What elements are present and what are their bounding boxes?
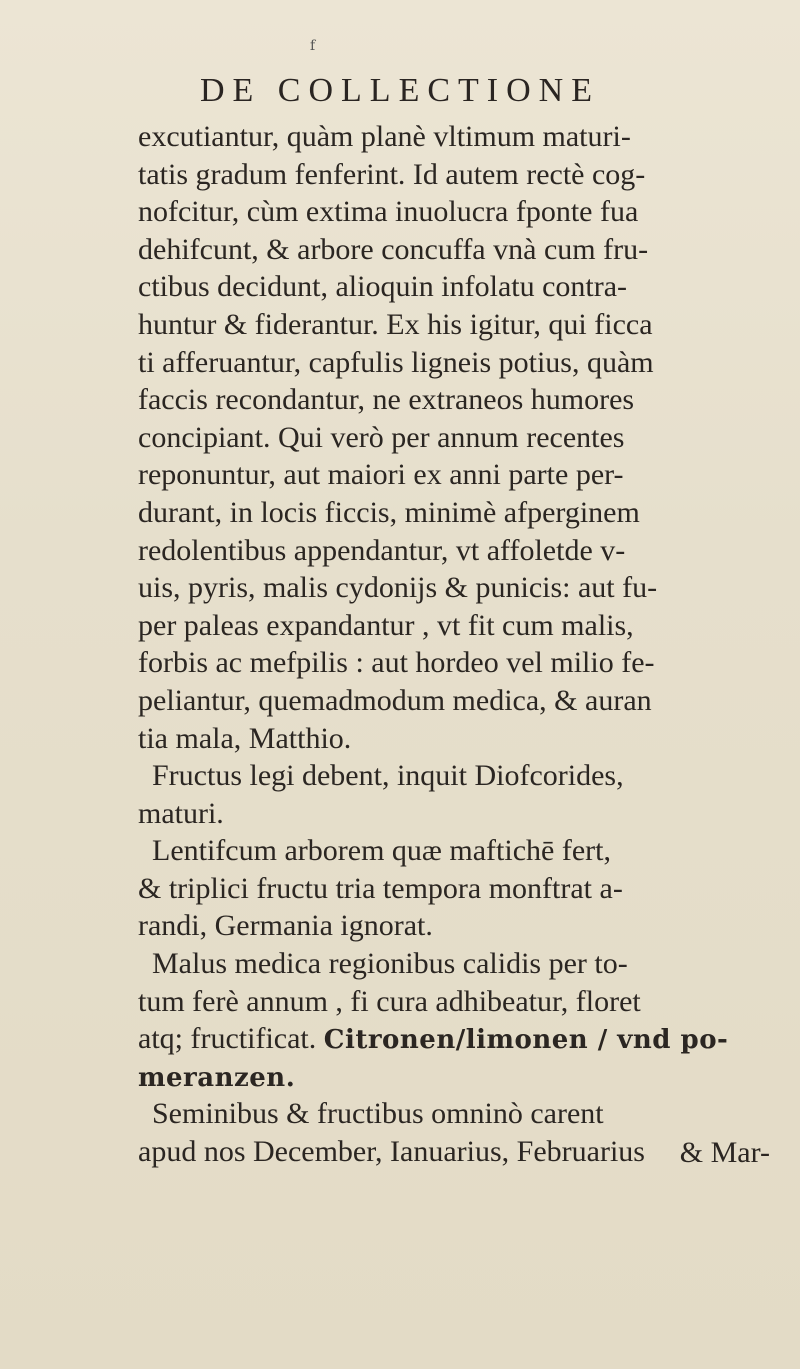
text-line: forbis ac mefpilis : aut hordeo vel milio fe- xyxy=(138,646,655,680)
text-line: reponuntur, aut maiori ex anni parte per- xyxy=(138,458,624,492)
catchword: & Mar- xyxy=(679,1136,770,1169)
fraktur-fragment: Citronen/limonen / vnd po- xyxy=(323,1025,729,1056)
text-line: ti afferuantur, capfulis ligneis potius, quàm xyxy=(138,345,654,379)
text-line: apud nos December, Ianuarius, Februarius xyxy=(138,1135,645,1169)
text-line: tatis gradum fenferint. Id autem rectè cog- xyxy=(138,157,646,191)
text-line-fraktur xyxy=(138,1058,778,1096)
text-line: & triplici fructu tria tempora monftrat a- xyxy=(138,871,623,905)
text-line: nofcitur, cùm extima inuolucra fponte fua xyxy=(138,195,639,229)
text-line: randi, Germania ignorat. xyxy=(138,909,433,943)
text-line: Lentifcum arborem quæ maftichē fert, xyxy=(152,834,611,868)
text-line: huntur & fiderantur. Ex his igitur, qui ficca xyxy=(138,307,653,341)
text-line-mixed xyxy=(138,1020,778,1058)
fraktur-fragment: meranzen. xyxy=(138,1062,296,1093)
text-line: maturi. xyxy=(138,796,224,830)
text-line: Malus medica regionibus calidis per to- xyxy=(152,947,628,981)
text-line: durant, in locis ficcis, minimè afperginem xyxy=(138,495,640,529)
text-line: concipiant. Qui verò per annum recentes xyxy=(138,420,625,454)
text-line: peliantur, quemadmodum medica, & auran xyxy=(138,683,652,717)
text-line: Fructus legi debent, inquit Diofcorides, xyxy=(152,759,624,793)
text-line: redolentibus appendantur, vt affoletde v- xyxy=(138,533,626,567)
text-line: excutiantur, quàm planè vltimum maturi- xyxy=(138,120,631,153)
text-line: uis, pyris, malis cydonijs & punicis: aut fu- xyxy=(138,571,658,605)
text-line: ctibus decidunt, alioquin infolatu contra- xyxy=(138,270,628,304)
text-line: tia mala, Matthio. xyxy=(138,721,352,755)
running-head: DE COLLECTIONE xyxy=(199,72,600,109)
body-text xyxy=(138,118,778,1171)
text-line: per paleas expandantur , vt fit cum malis, xyxy=(138,608,634,642)
text-line: Seminibus & fructibus omninò carent xyxy=(152,1097,604,1131)
text-line: tum ferè annum , fi cura adhibeatur, floret xyxy=(138,984,641,1018)
latin-fragment: atq; fructificat. xyxy=(138,1022,324,1056)
text-line: faccis recondantur, ne extraneos humores xyxy=(138,383,635,417)
text-line: dehifcunt, & arbore concuffa vnà cum fru- xyxy=(138,232,649,266)
page-mark: f xyxy=(310,38,316,54)
